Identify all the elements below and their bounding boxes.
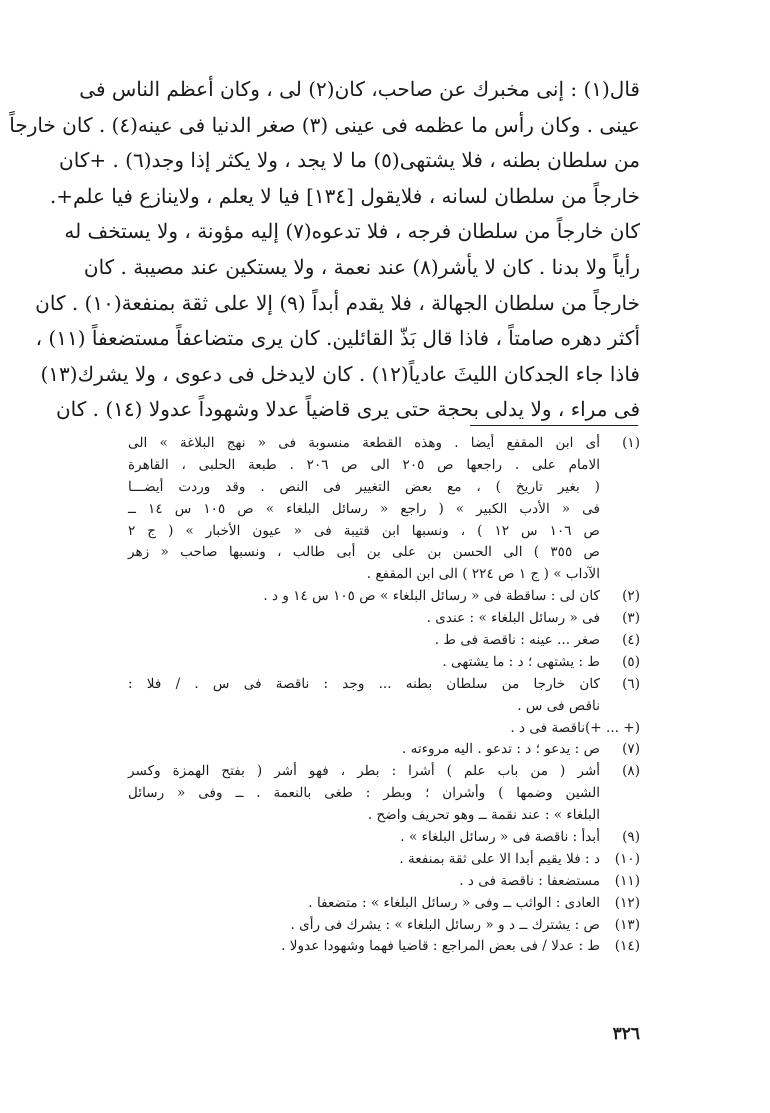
footnote-body <box>128 936 600 958</box>
footnote-9 <box>128 827 640 849</box>
footnote-plus <box>128 718 640 740</box>
footnote-line: الشين وضمها ) وأشران ؛ وبطر : طغى بالنعمة . ــ وفى « رسائل <box>128 785 600 802</box>
footnote-body <box>128 586 600 608</box>
footnote-6 <box>128 674 640 718</box>
footnote-body <box>128 652 600 674</box>
footnotes-block <box>128 433 640 958</box>
footnote-body <box>128 893 600 915</box>
footnote-body <box>128 608 600 630</box>
footnote-line: أشر ( من باب علم ) أشرا : بطر ، فهو أشر ( بفتح الهمزة وكسر <box>128 763 600 780</box>
footnote-10 <box>128 849 640 871</box>
footnote-body <box>128 871 600 893</box>
footnote-line: ناقص فى س . <box>517 697 600 714</box>
footnote-13 <box>128 915 640 937</box>
footnote-line: ص ١٠٦ س ١٢ ) ، ونسبها ابن قتيبة فى « عيون الأخبار » ( ج ٢ <box>128 522 600 539</box>
footnote-line: ص ٣٥٥ ) الى الحسن بن على بن أبى طالب ، ونسبها صاحب « زهر <box>128 544 600 561</box>
footnote-12 <box>128 893 640 915</box>
footnote-number: (٧) <box>622 741 640 758</box>
footnote-body <box>128 761 600 827</box>
footnote-number: (٣) <box>622 610 640 627</box>
footnote-number: (٢) <box>622 588 640 605</box>
footnote-number: (١٣) <box>614 916 640 933</box>
footnote-line: فى « الأدب الكبير » ( راجع « رسائل البلغاء » ص ١٠٥ س ١٤ ــ <box>128 500 600 517</box>
main-text-line: خارجاً من سلطان الجهالة ، فلا يقدم أبداً (٩) إلا على ثقة بمنفعة(١٠) . كان <box>35 290 640 315</box>
main-text-line: عينى . وكان رأس ما عظمه فى عينى (٣) صغر الدنيا فى عينه(٤) . كان خارجاً <box>9 112 640 137</box>
footnote-number: (٦) <box>622 675 640 692</box>
footnote-line: العادى : الواثب ــ وفى « رسائل البلغاء » : متضعفا . <box>308 894 600 911</box>
footnote-8 <box>128 761 640 827</box>
footnote-separator-rule <box>470 425 638 426</box>
footnote-11 <box>128 871 640 893</box>
footnote-1 <box>128 433 640 586</box>
footnote-body <box>128 827 600 849</box>
main-text-line: أكثر دهره صامتاً ، فاذا قال بَذّ القائلين. كان يرى متضاعفاً مستضعفاً (١١) ، <box>35 326 640 351</box>
main-text-block <box>9 72 640 428</box>
footnote-line: ص : يشترك ــ د و « رسائل البلغاء » : يشرك فى رأى . <box>290 916 600 933</box>
main-text-line: قال(١) : إنى مخبرك عن صاحب، كان(٢) لى ، وكان أعظم الناس فى <box>79 77 640 101</box>
footnote-7 <box>128 739 640 761</box>
footnote-2 <box>128 586 640 608</box>
footnote-line: الآداب » ( ج ١ ص ٢٢٤ ) الى ابن المقفع . <box>366 566 600 583</box>
footnote-body <box>128 718 585 740</box>
footnote-line: صغر ... عينه : ناقصة فى ط . <box>434 632 600 649</box>
page-number: ٣٢٦ <box>612 1024 640 1044</box>
footnote-line: كان خارجا من سلطان بطنه ... وجد : ناقصة فى س . / فلا : <box>128 675 600 692</box>
footnote-number: (٤) <box>622 632 640 649</box>
main-text-line: من سلطان بطنه ، فلا يشتهى(٥) ما لا يجد ، ولا يكثر إذا وجد(٦) . +كان <box>59 148 640 173</box>
footnote-line: الامام على . راجعها ص ٢٠٥ الى ص ٢٠٦ . طبعة الحلبى ، القاهرة <box>128 456 600 473</box>
footnote-body <box>128 674 600 718</box>
footnote-line: أبدأ : ناقصة فى « رسائل البلغاء » . <box>400 829 600 846</box>
footnote-line: ط : عدلا / فى بعض المراجع : قاضيا فهما وشهودا عدولا . <box>281 938 600 955</box>
footnote-number: (+ ... +) <box>585 719 640 736</box>
footnote-line: ص : يدعو ؛ د : تدعو . اليه مروءته . <box>401 741 600 758</box>
footnote-body <box>128 739 600 761</box>
footnote-number: (٥) <box>622 653 640 670</box>
footnote-line: مستضعفا : ناقصة فى د . <box>459 872 600 889</box>
footnote-number: (١١) <box>614 872 640 889</box>
main-text-line: فى مراء ، ولا يدلى بحجة حتى يرى قاضياً عدلا وشهوداً عدولا (١٤) . كان <box>55 397 640 422</box>
footnote-3 <box>128 608 640 630</box>
footnote-line: أى ابن المقفع أيضا . وهذه القطعة منسوبة فى « نهج البلاغة » الى <box>128 435 600 451</box>
main-text-line: فاذا جاء الجدكان الليثَ عادياً(١٢) . كان لايدخل فى دعوى ، ولا يشرك(١٣) <box>40 361 640 386</box>
footnote-line: د : فلا يقيم أبدا الا على ثقة بمنفعة . <box>399 850 600 867</box>
footnote-14 <box>128 936 640 958</box>
main-text-line: كان خارجاً من سلطان فرجه ، فلا تدعوه(٧) إليه مؤونة ، ولا يستخف له <box>64 219 640 244</box>
footnote-number: (١٢) <box>614 894 640 911</box>
footnote-line: فى « رسائل البلغاء » : عندى . <box>426 610 600 627</box>
footnote-number: (٨) <box>622 763 640 780</box>
footnote-line: ( بغير تاريخ ) ، مع بعض التغيير فى النص . وقد وردت أيضـــا <box>128 478 600 495</box>
footnote-line: البلغاء » : عند نقمة ــ وهو تحريف واضح . <box>367 807 600 824</box>
footnote-body <box>128 915 600 937</box>
footnote-number: (١٠) <box>614 850 640 867</box>
footnote-number: (١) <box>622 435 640 451</box>
footnote-line: ناقصة فى د . <box>510 719 585 736</box>
main-text-line: رأياً ولا بدنا . كان لا يأشر(٨) عند نعمة ، ولا يستكين عند مصيبة . كان <box>83 254 640 279</box>
footnote-5 <box>128 652 640 674</box>
footnote-body <box>128 630 600 652</box>
footnote-number: (١٤) <box>614 938 640 955</box>
footnote-line: كان لى : ساقطة فى « رسائل البلغاء » ص ١٠٥ س ١٤ و د . <box>263 588 600 605</box>
footnote-4 <box>128 630 640 652</box>
footnote-number: (٩) <box>622 829 640 846</box>
main-text-line: خارجاً من سلطان لسانه ، فلايقول [١٣٤] فيا لا يعلم ، ولاينازع فيا علم+. <box>49 183 640 208</box>
footnote-line: ط : يشتهى ؛ د : ما يشتهى . <box>442 653 600 670</box>
footnote-body <box>128 849 600 871</box>
footnote-body <box>128 433 600 586</box>
